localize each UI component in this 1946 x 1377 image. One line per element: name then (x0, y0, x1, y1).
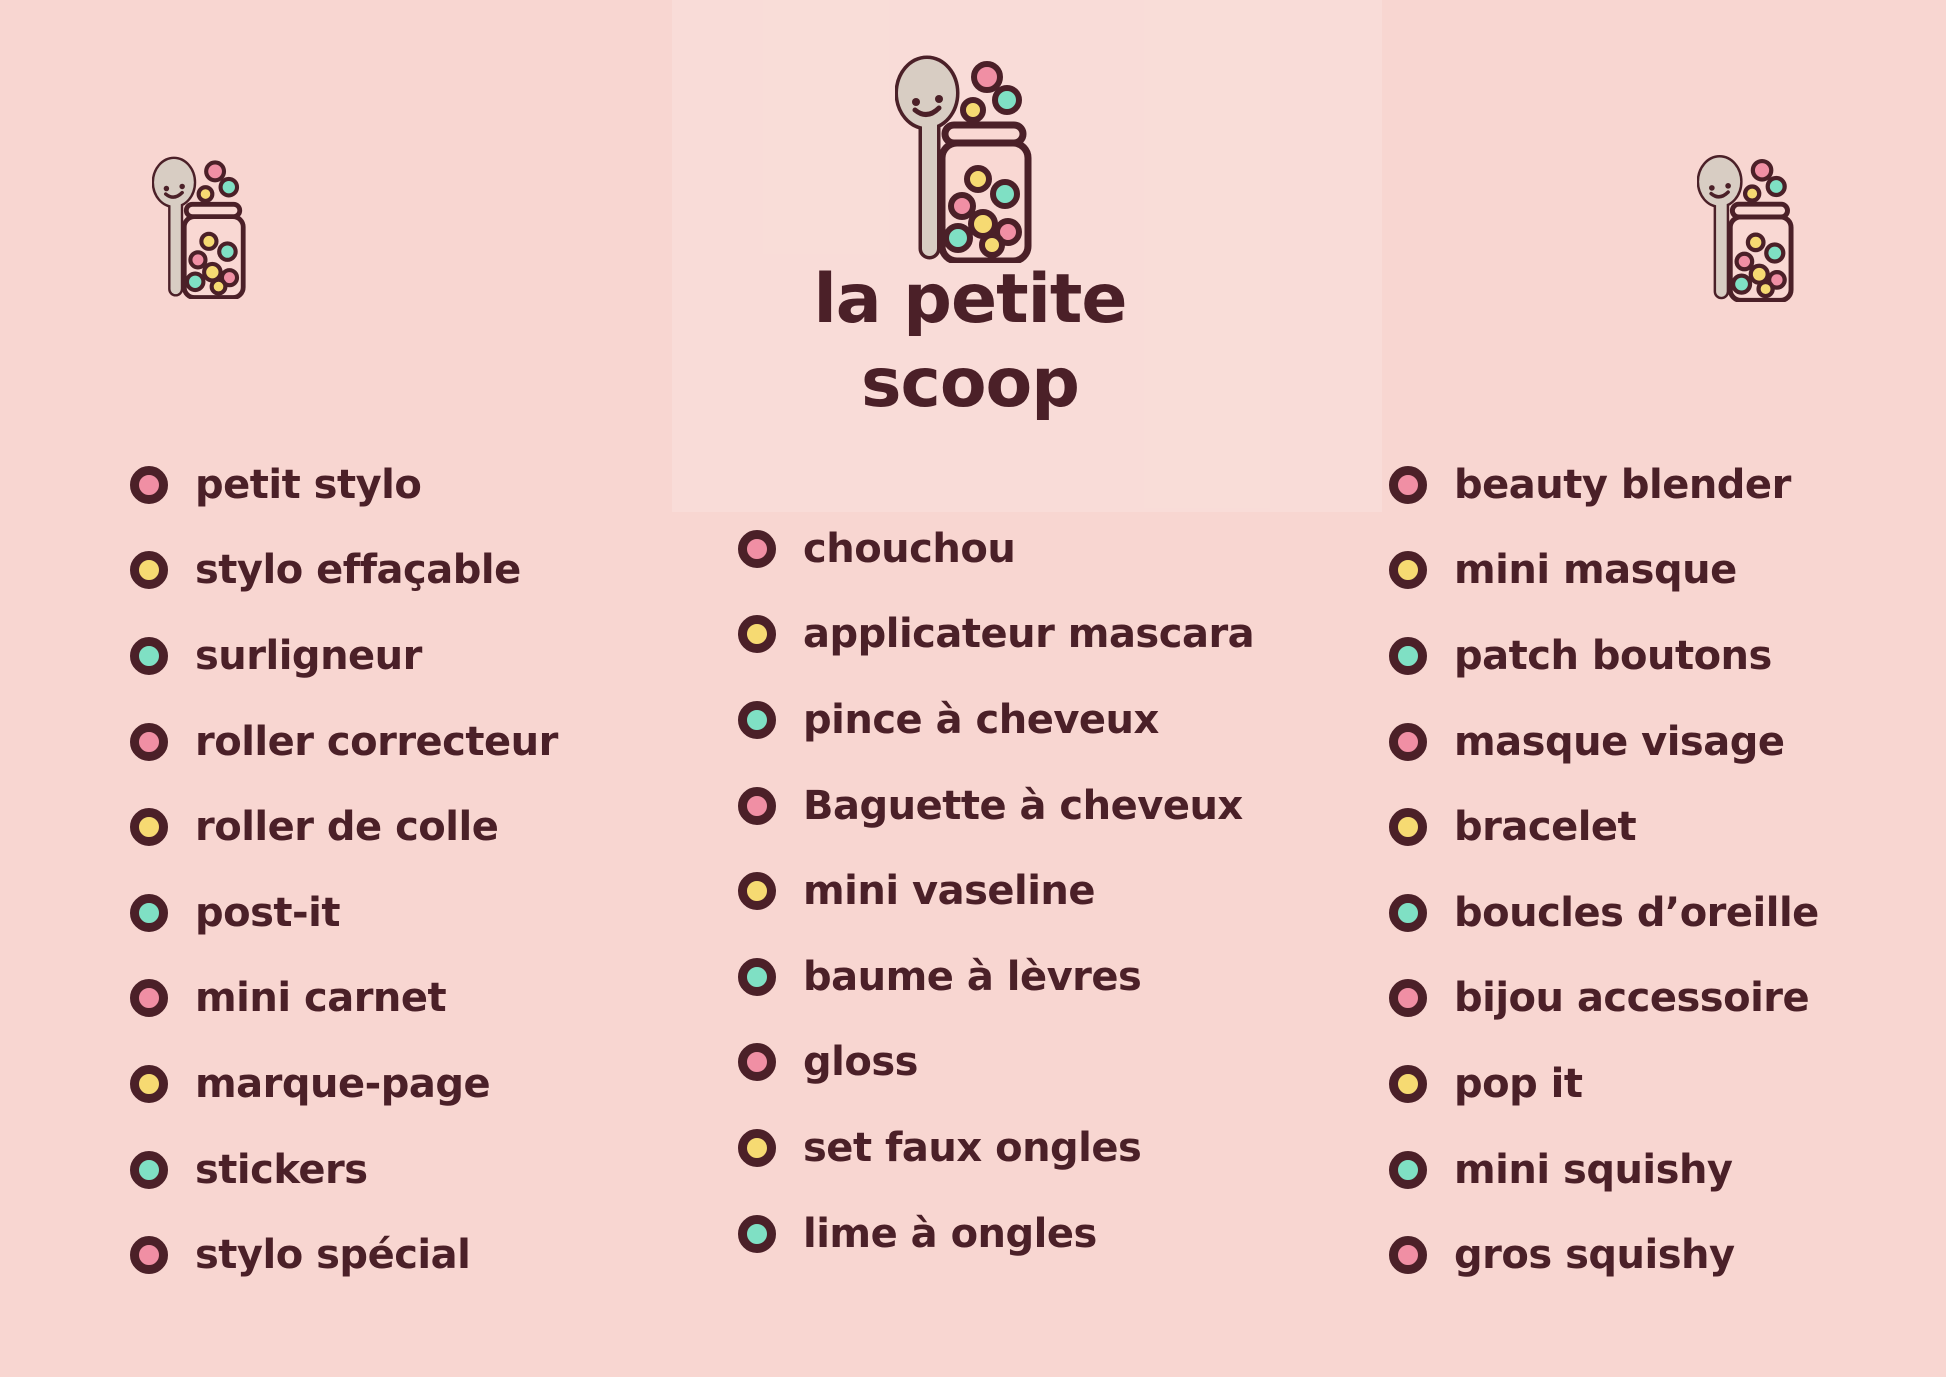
spoon-jar-logo (895, 43, 1035, 263)
item-label: roller de colle (195, 804, 499, 851)
item-label: stylo spécial (195, 1232, 471, 1279)
bullet-dot-icon (130, 1151, 168, 1189)
item-label: baume à lèvres (803, 953, 1142, 1000)
item-label: bracelet (1454, 804, 1637, 851)
bullet-dot-icon (1389, 466, 1427, 504)
list-item (130, 784, 558, 870)
bullet-dot-icon (130, 551, 168, 589)
bullet-dot-icon (738, 1043, 776, 1081)
item-label: mini squishy (1454, 1146, 1733, 1193)
list-item (130, 1212, 558, 1298)
item-label: stylo effaçable (195, 547, 521, 594)
bullet-dot-icon (738, 958, 776, 996)
list-item (738, 934, 1254, 1020)
bullet-dot-icon (738, 787, 776, 825)
list-item (1389, 442, 1819, 528)
bullet-dot-icon (1389, 1151, 1427, 1189)
item-label: lime à ongles (803, 1210, 1097, 1257)
bullet-dot-icon (130, 723, 168, 761)
bullet-dot-icon (738, 1215, 776, 1253)
bullet-dot-icon (130, 637, 168, 675)
item-label: masque visage (1454, 718, 1785, 765)
bullet-dot-icon (130, 979, 168, 1017)
item-label: pince à cheveux (803, 696, 1159, 743)
list-item (1389, 699, 1819, 785)
title-line-1: la petite (813, 260, 1127, 339)
list-item (130, 1127, 558, 1213)
list-item (130, 613, 558, 699)
list-item (1389, 784, 1819, 870)
list-item (1389, 1041, 1819, 1127)
list-item (738, 848, 1254, 934)
item-label: stickers (195, 1146, 368, 1193)
item-label: roller correcteur (195, 718, 558, 765)
list-column-left (130, 442, 558, 1298)
bullet-dot-icon (1389, 1236, 1427, 1274)
bullet-dot-icon (130, 1065, 168, 1103)
list-item (130, 870, 558, 956)
spoon-jar-icon (1697, 146, 1796, 302)
list-item (1389, 613, 1819, 699)
item-label: chouchou (803, 525, 1016, 572)
bullet-dot-icon (738, 701, 776, 739)
page-title (630, 258, 1310, 426)
bullet-dot-icon (738, 530, 776, 568)
list-item (738, 1020, 1254, 1106)
bullet-dot-icon (1389, 551, 1427, 589)
list-item (130, 956, 558, 1042)
bullet-dot-icon (1389, 979, 1427, 1017)
bullet-dot-icon (130, 466, 168, 504)
list-item (130, 528, 558, 614)
item-label: gros squishy (1454, 1232, 1735, 1279)
bullet-dot-icon (1389, 637, 1427, 675)
item-label: marque-page (195, 1060, 491, 1107)
bullet-dot-icon (1389, 1065, 1427, 1103)
bullet-dot-icon (130, 1236, 168, 1274)
list-item (738, 1105, 1254, 1191)
title-line-2: scoop (861, 344, 1079, 423)
list-item (130, 1041, 558, 1127)
item-label: patch boutons (1454, 632, 1772, 679)
item-label: post-it (195, 889, 340, 936)
list-item (738, 677, 1254, 763)
list-item (130, 699, 558, 785)
list-item (738, 592, 1254, 678)
bullet-dot-icon (130, 894, 168, 932)
item-label: mini vaseline (803, 868, 1096, 915)
item-label: set faux ongles (803, 1124, 1142, 1171)
item-label: bijou accessoire (1454, 975, 1810, 1022)
bullet-dot-icon (1389, 894, 1427, 932)
list-item (130, 442, 558, 528)
list-item (1389, 528, 1819, 614)
list-column-middle (738, 506, 1254, 1276)
list-item (1389, 1212, 1819, 1298)
item-label: gloss (803, 1039, 918, 1086)
item-label: mini masque (1454, 547, 1737, 594)
list-item (1389, 956, 1819, 1042)
list-item (1389, 1127, 1819, 1213)
bullet-dot-icon (738, 872, 776, 910)
list-item (738, 1191, 1254, 1277)
item-label: beauty blender (1454, 461, 1791, 508)
item-label: pop it (1454, 1060, 1583, 1107)
bullet-dot-icon (130, 808, 168, 846)
item-label: Baguette à cheveux (803, 782, 1243, 829)
bullet-dot-icon (738, 615, 776, 653)
item-label: mini carnet (195, 975, 447, 1022)
spoon-jar-icon (152, 148, 248, 299)
bullet-dot-icon (738, 1129, 776, 1167)
item-label: petit stylo (195, 461, 422, 508)
item-label: boucles d’oreille (1454, 889, 1819, 936)
list-item (1389, 870, 1819, 956)
item-label: surligneur (195, 632, 422, 679)
list-item (738, 506, 1254, 592)
bullet-dot-icon (1389, 808, 1427, 846)
bullet-dot-icon (1389, 723, 1427, 761)
list-item (738, 763, 1254, 849)
item-label: applicateur mascara (803, 611, 1255, 658)
list-column-right (1389, 442, 1819, 1298)
